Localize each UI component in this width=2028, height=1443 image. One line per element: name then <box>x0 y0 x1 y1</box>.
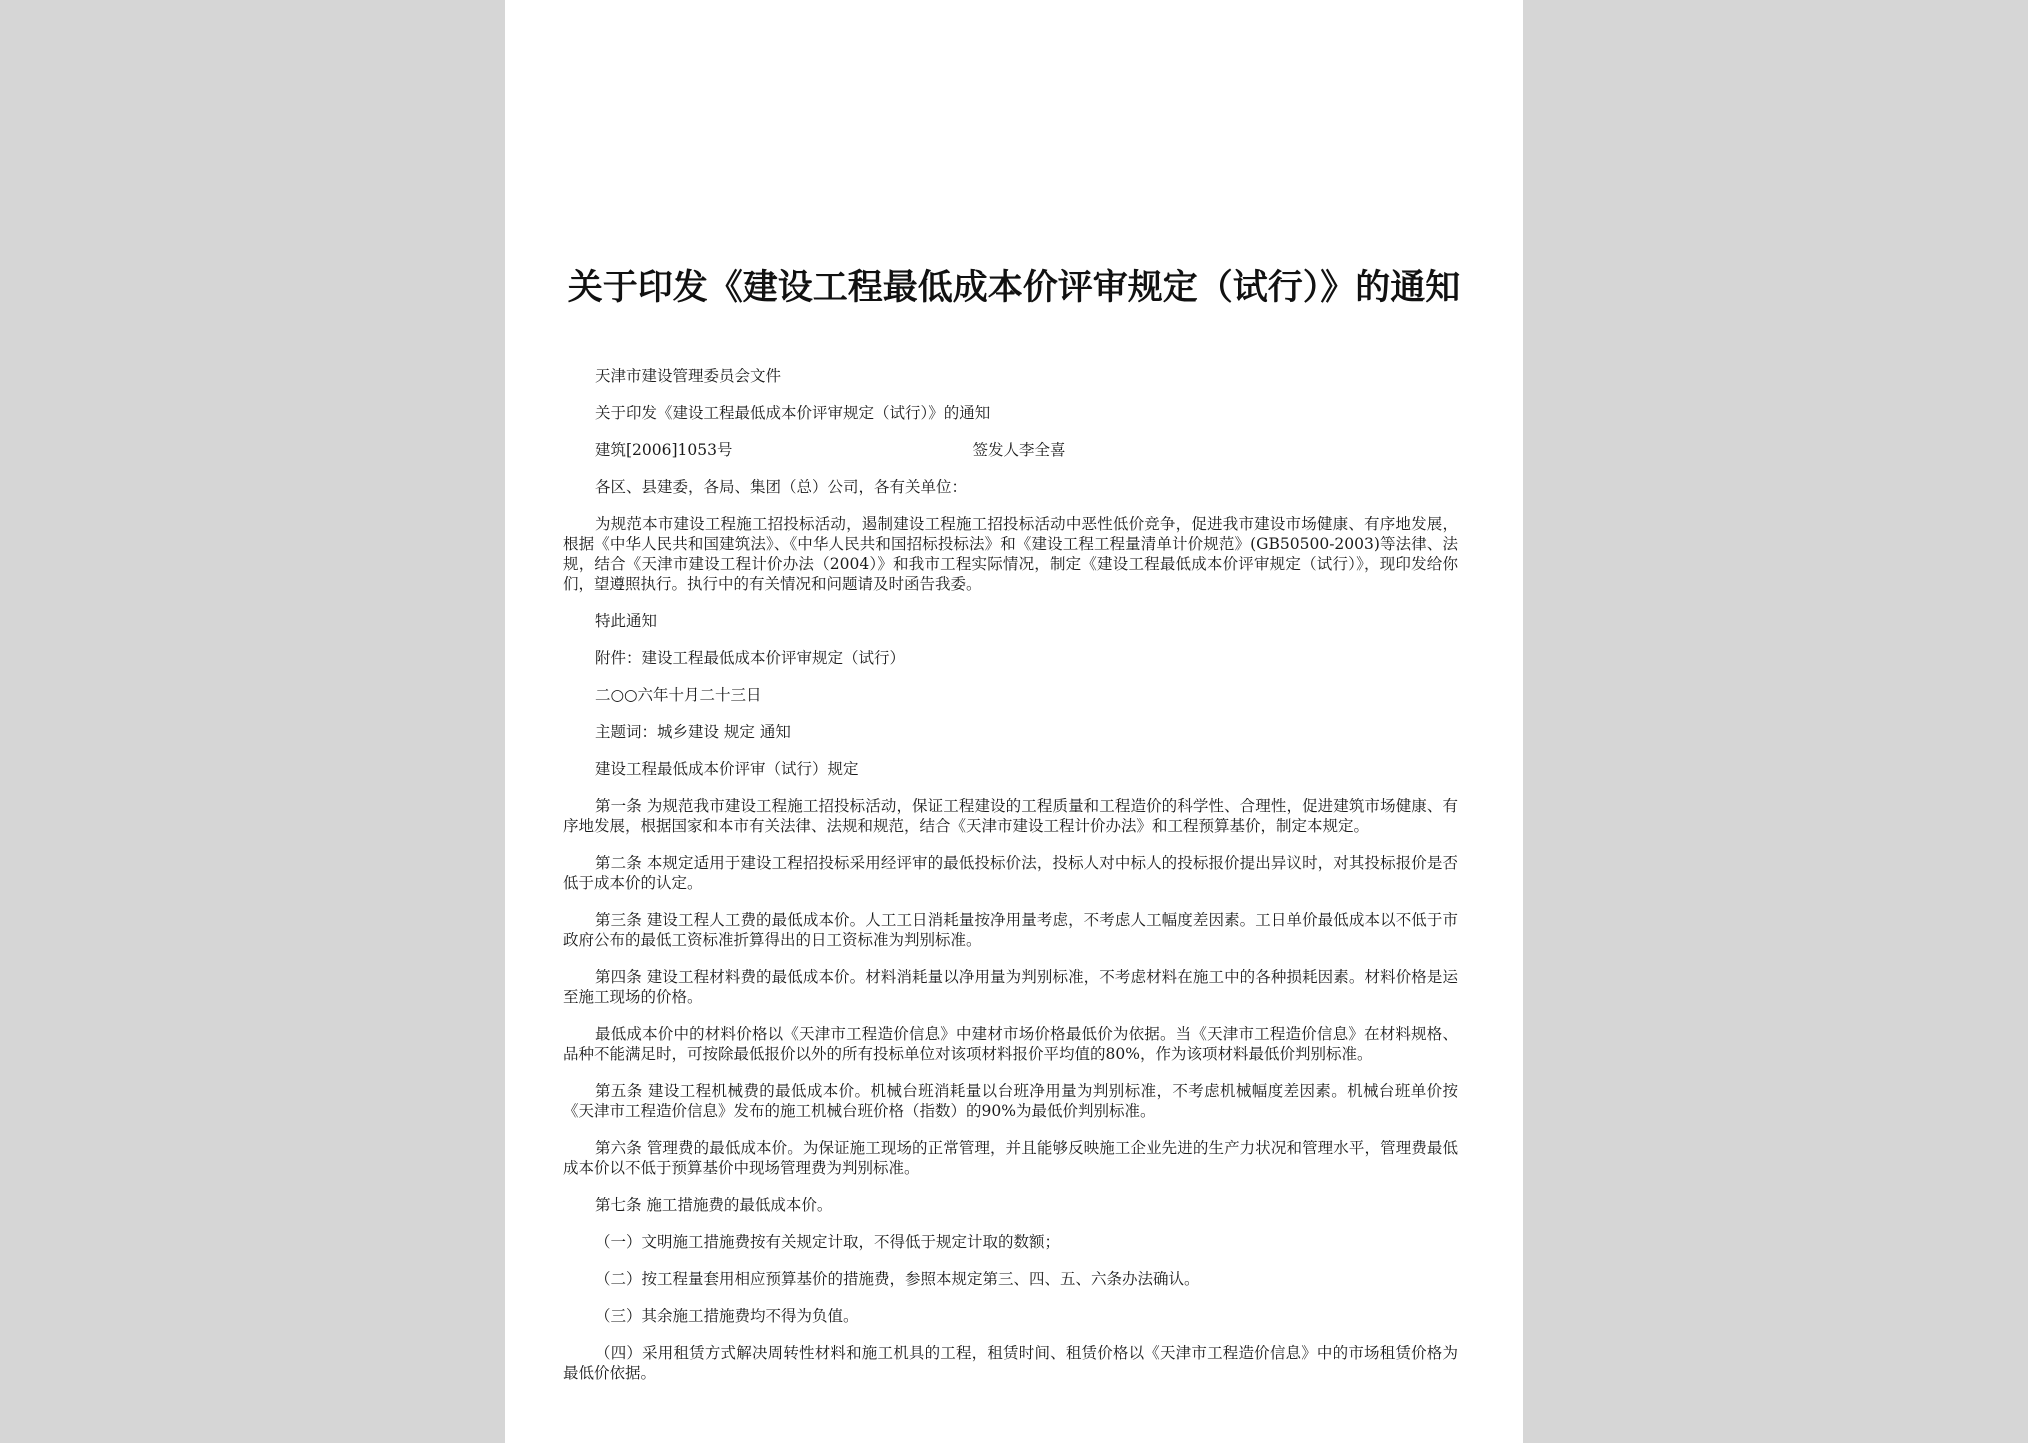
doc-number-line <box>563 440 1458 460</box>
article-paragraph: （三）其余施工措施费均不得为负值。 <box>595 1307 859 1325</box>
document-body <box>563 366 1458 1400</box>
article-paragraph: 最低成本价中的材料价格以《天津市工程造价信息》中建材市场价格最低价为依据。当《天津市工程造价信息》在材料规格、品种不能满足时，可按除最低报价以外的所有投标单位对该项材料报价平均值的80%，作为该项材料最低价判别标准。 <box>563 1025 1458 1063</box>
article-paragraph: 第七条 施工措施费的最低成本价。 <box>595 1196 833 1214</box>
rule-title: 建设工程最低成本价评审（试行）规定 <box>595 760 859 778</box>
document-title: 关于印发《建设工程最低成本价评审规定（试行）》的通知 <box>567 268 1461 308</box>
article-paragraph: （四）采用租赁方式解决周转性材料和施工机具的工程，租赁时间、租赁价格以《天津市工程造价信息》中的市场租赁价格为最低价依据。 <box>563 1344 1458 1382</box>
article-paragraph: （二）按工程量套用相应预算基价的措施费，参照本规定第三、四、五、六条办法确认。 <box>595 1270 1200 1288</box>
notice-line: 特此通知 <box>595 612 658 630</box>
article-paragraph: 第二条 本规定适用于建设工程招投标采用经评审的最低投标价法，投标人对中标人的投标报价提出异议时，对其投标报价是否低于成本价的认定。 <box>563 854 1458 892</box>
article-paragraph: （一）文明施工措施费按有关规定计取，不得低于规定计取的数额； <box>595 1233 1061 1251</box>
article-paragraph: 第三条 建设工程人工费的最低成本价。人工工日消耗量按净用量考虑，不考虑人工幅度差因素。工日单价最低成本以不低于市政府公布的最低工资标准折算得出的日工资标准为判别标准。 <box>563 911 1458 949</box>
article-paragraph: 第五条 建设工程机械费的最低成本价。机械台班消耗量以台班净用量为判别标准，不考虑机械幅度差因素。机械台班单价按《天津市工程造价信息》发布的施工机械台班价格（指数）的90%为最低价判别标准。 <box>563 1082 1458 1120</box>
date-line: 二○○六年十月二十三日 <box>595 686 762 704</box>
issuer-line: 天津市建设管理委员会文件 <box>595 367 782 385</box>
attachment-line: 附件：建设工程最低成本价评审规定（试行） <box>595 649 906 667</box>
addressee-line: 各区、县建委，各局、集团（总）公司，各有关单位： <box>595 478 968 496</box>
doc-number: 建筑[2006]1053号 <box>595 441 733 459</box>
signer: 签发人李全喜 <box>972 441 1066 459</box>
document-page <box>505 0 1523 1443</box>
keywords-line: 主题词：城乡建设 规定 通知 <box>595 723 791 741</box>
article-paragraph: 第一条 为规范我市建设工程施工招投标活动，保证工程建设的工程质量和工程造价的科学性、合理性，促进建筑市场健康、有序地发展，根据国家和本市有关法律、法规和规范，结合《天津市建设工程计价办法》和工程预算基价，制定本规定。 <box>563 797 1458 835</box>
subtitle-line: 关于印发《建设工程最低成本价评审规定（试行）》的通知 <box>595 404 991 422</box>
intro-paragraph: 为规范本市建设工程施工招投标活动，遏制建设工程施工招投标活动中恶性低价竞争，促进我市建设市场健康、有序地发展，根据《中华人民共和国建筑法》、《中华人民共和国招标投标法》和《建设工程工程量清单计价规范》(GB50500-2003)等法律、法规，结合《天津市建设工程计价办法（2004）》和我市工程实际情况，制定《建设工程最低成本价评审规定（试行）》，现印发给你们，望遵照执行。执行中的有关情况和问题请及时函告我委。 <box>563 515 1458 593</box>
article-paragraph: 第六条 管理费的最低成本价。为保证施工现场的正常管理，并且能够反映施工企业先进的生产力状况和管理水平，管理费最低成本价以不低于预算基价中现场管理费为判别标准。 <box>563 1139 1458 1177</box>
article-paragraph: 第四条 建设工程材料费的最低成本价。材料消耗量以净用量为判别标准，不考虑材料在施工中的各种损耗因素。材料价格是运至施工现场的价格。 <box>563 968 1458 1006</box>
